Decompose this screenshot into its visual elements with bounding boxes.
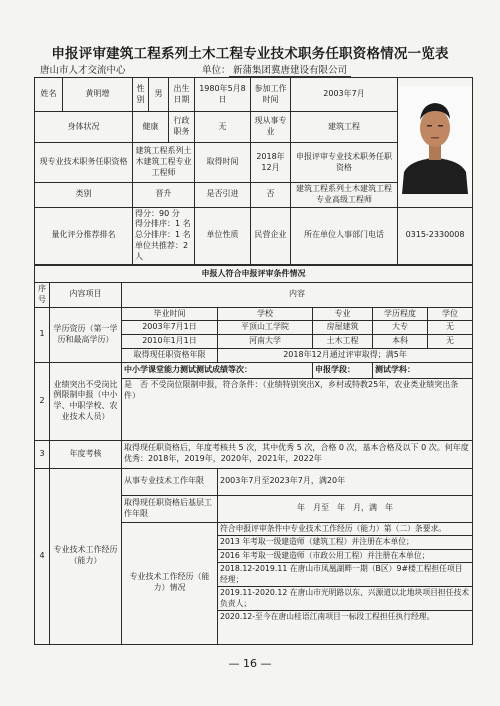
nature-label: 单位性质: [195, 207, 251, 264]
name-label: 姓名: [35, 78, 63, 112]
edu-cell: 河南大学: [218, 335, 313, 349]
perf-label: 业绩突出不受岗比例限制申报（中小学、中职学校、农业技术人员）: [50, 362, 122, 440]
gender-value: 男: [149, 78, 169, 112]
edu-cell: 无: [428, 335, 473, 349]
org-name: 唐山市人才交流中心: [40, 65, 126, 76]
edu-no: 1: [35, 307, 50, 362]
edu-cell: 平顶山工学院: [218, 321, 313, 335]
score-label: 量化评分推荐排名: [35, 207, 133, 264]
edu-cell: 大专: [373, 321, 428, 335]
col-content: 内容: [122, 283, 473, 308]
ability-line: 2013 年考取一级建造师（建筑工程）并注册在本单位；: [218, 536, 472, 550]
col-no: 序号: [35, 283, 50, 308]
perf-no: 2: [35, 362, 50, 440]
ability-line: 2020.12-至今在唐山桂语江南项目一标段工程担任执行经理。: [220, 612, 435, 622]
conditions-table: [34, 265, 473, 645]
apply-value: 建筑工程系列土木建筑工程专业高级工程师: [291, 183, 398, 208]
exp-ability-label: 专业技术工作经历（能力）情况: [122, 522, 218, 644]
unit-value: 新蒲集团冀唐建设有限公司: [229, 62, 351, 77]
page-number: — 16 —: [228, 657, 272, 670]
hr-value: 0315-2330008: [398, 207, 473, 264]
exp-base-value: 年 月至 年 月，满 年: [218, 495, 473, 522]
birth-label: 出生日期: [169, 78, 195, 112]
edu-cell: 2003年7月1日: [122, 321, 218, 335]
edu-header: 毕业时间: [122, 307, 218, 321]
score-line: 得分：90 分: [135, 208, 180, 218]
current-pro-value: 建筑工程: [291, 112, 398, 143]
photo-cell: [398, 78, 473, 208]
score-lines: [133, 207, 195, 264]
edu-cell: 本科: [373, 335, 428, 349]
name-value: 黄明增: [63, 78, 133, 112]
applicant-photo: [398, 86, 472, 194]
edu-header: 学校: [218, 307, 313, 321]
edu-cell: 土木工程: [313, 335, 373, 349]
score-line: 单位共推荐：2 人: [135, 240, 189, 261]
edu-cell: 房屋建筑: [313, 321, 373, 335]
document-title: 申报评审建筑工程系列土木工程专业技术职务任职资格情况一览表: [51, 46, 449, 62]
birth-value: 1980年5月8日: [195, 78, 251, 112]
hr-label: 所在单位人事部门电话: [291, 207, 398, 264]
exp-label: 专业技术工作经历（能力）: [50, 468, 122, 644]
ability-line: 2019.11-2020.12 在唐山市光明路以东、兴源道以北地块项目担任技术负责人；: [218, 587, 472, 611]
edu-header: 学位: [428, 307, 473, 321]
category-label: 类别: [35, 183, 133, 208]
current-title-value: 建筑工程系列土木建筑工程专业工程师: [133, 143, 195, 183]
conditions-title: 申报人符合申报评审条件情况: [35, 266, 473, 283]
exp-years-label: 从事专业技术工作年限: [122, 468, 218, 495]
exp-base-label: 取得现任职资格后基层工作年限: [122, 495, 218, 522]
exam-label: 年度考核: [50, 440, 122, 468]
exam-text: 取得现任职资格后，年度考核共 5 次，其中优秀 5 次，合格 0 次，基本合格及以下 0 次。何年度优秀：2018年，2019年，2020年，2021年，2022年: [122, 440, 473, 468]
ability-line: 符合申报评审条件中专业技术工作经历（能力）第（二）条要求。: [218, 523, 472, 537]
nature-value: 民营企业: [251, 207, 291, 264]
category-value: 晋升: [133, 183, 195, 208]
edu-cell: 无: [428, 321, 473, 335]
work-start-label: 参加工作时间: [251, 78, 291, 112]
perf-test-grade: 中小学课堂能力测试测试成绩等次：: [122, 362, 313, 378]
edu-cell: 2010年1月1日: [122, 335, 218, 349]
ability-line: 2018.12-2019.11 在唐山市凤凰湖畔一期（B区）9#楼工程担任项目经理；: [218, 563, 472, 587]
col-item: 内容项目: [50, 283, 122, 308]
edu-years-value: 2018年12月通过评审取得；满5年: [218, 348, 473, 362]
obtain-value: 2018年12月: [251, 143, 291, 183]
edu-header: 专业: [313, 307, 373, 321]
edu-years-label: 取得现任职资格年限: [122, 348, 218, 362]
health-label: 身体状况: [35, 112, 133, 143]
exp-no: 4: [35, 468, 50, 644]
perf-subject: 测试学科：: [373, 362, 473, 378]
score-line: 得分排序：1 名: [135, 219, 191, 229]
current-title-label: 现专业技术职务任职资格: [35, 143, 133, 183]
perf-stage: 申报学段：: [313, 362, 373, 378]
score-line: 总分排序：1 名: [135, 230, 191, 240]
introduce-label: 是否引进: [195, 183, 251, 208]
exp-ability-list: [218, 523, 472, 624]
edu-label: 学历资历（第一学历和最高学历）: [50, 307, 122, 362]
apply-label: 申报评审专业技术职务任职资格: [291, 143, 398, 183]
admin-value: 无: [195, 112, 251, 143]
introduce-value: 否: [251, 183, 291, 208]
obtain-label: 取得时间: [195, 143, 251, 183]
exam-no: 3: [35, 440, 50, 468]
health-value: 健康: [133, 112, 169, 143]
ability-line: 2016 年考取一级建造师（市政公用工程）并注册在本单位；: [218, 550, 472, 564]
exp-years-value: 2003年7月至2023年7月，满20年: [218, 468, 473, 495]
personal-info-table: [34, 77, 473, 265]
gender-label: 性别: [133, 78, 149, 112]
admin-label: 行政职务: [169, 112, 195, 143]
edu-header: 学历程度: [373, 307, 428, 321]
exp-ability-cell: [218, 522, 473, 644]
current-pro-label: 现从事专业: [251, 112, 291, 143]
perf-condition: 是 否 不受岗位限制申报，符合条件：（业绩特别突出X，乡村或特教25年，农业类业绩突出条件）: [122, 378, 473, 440]
unit-label: 单位：: [202, 65, 231, 76]
work-start-value: 2003年7月: [291, 78, 398, 112]
